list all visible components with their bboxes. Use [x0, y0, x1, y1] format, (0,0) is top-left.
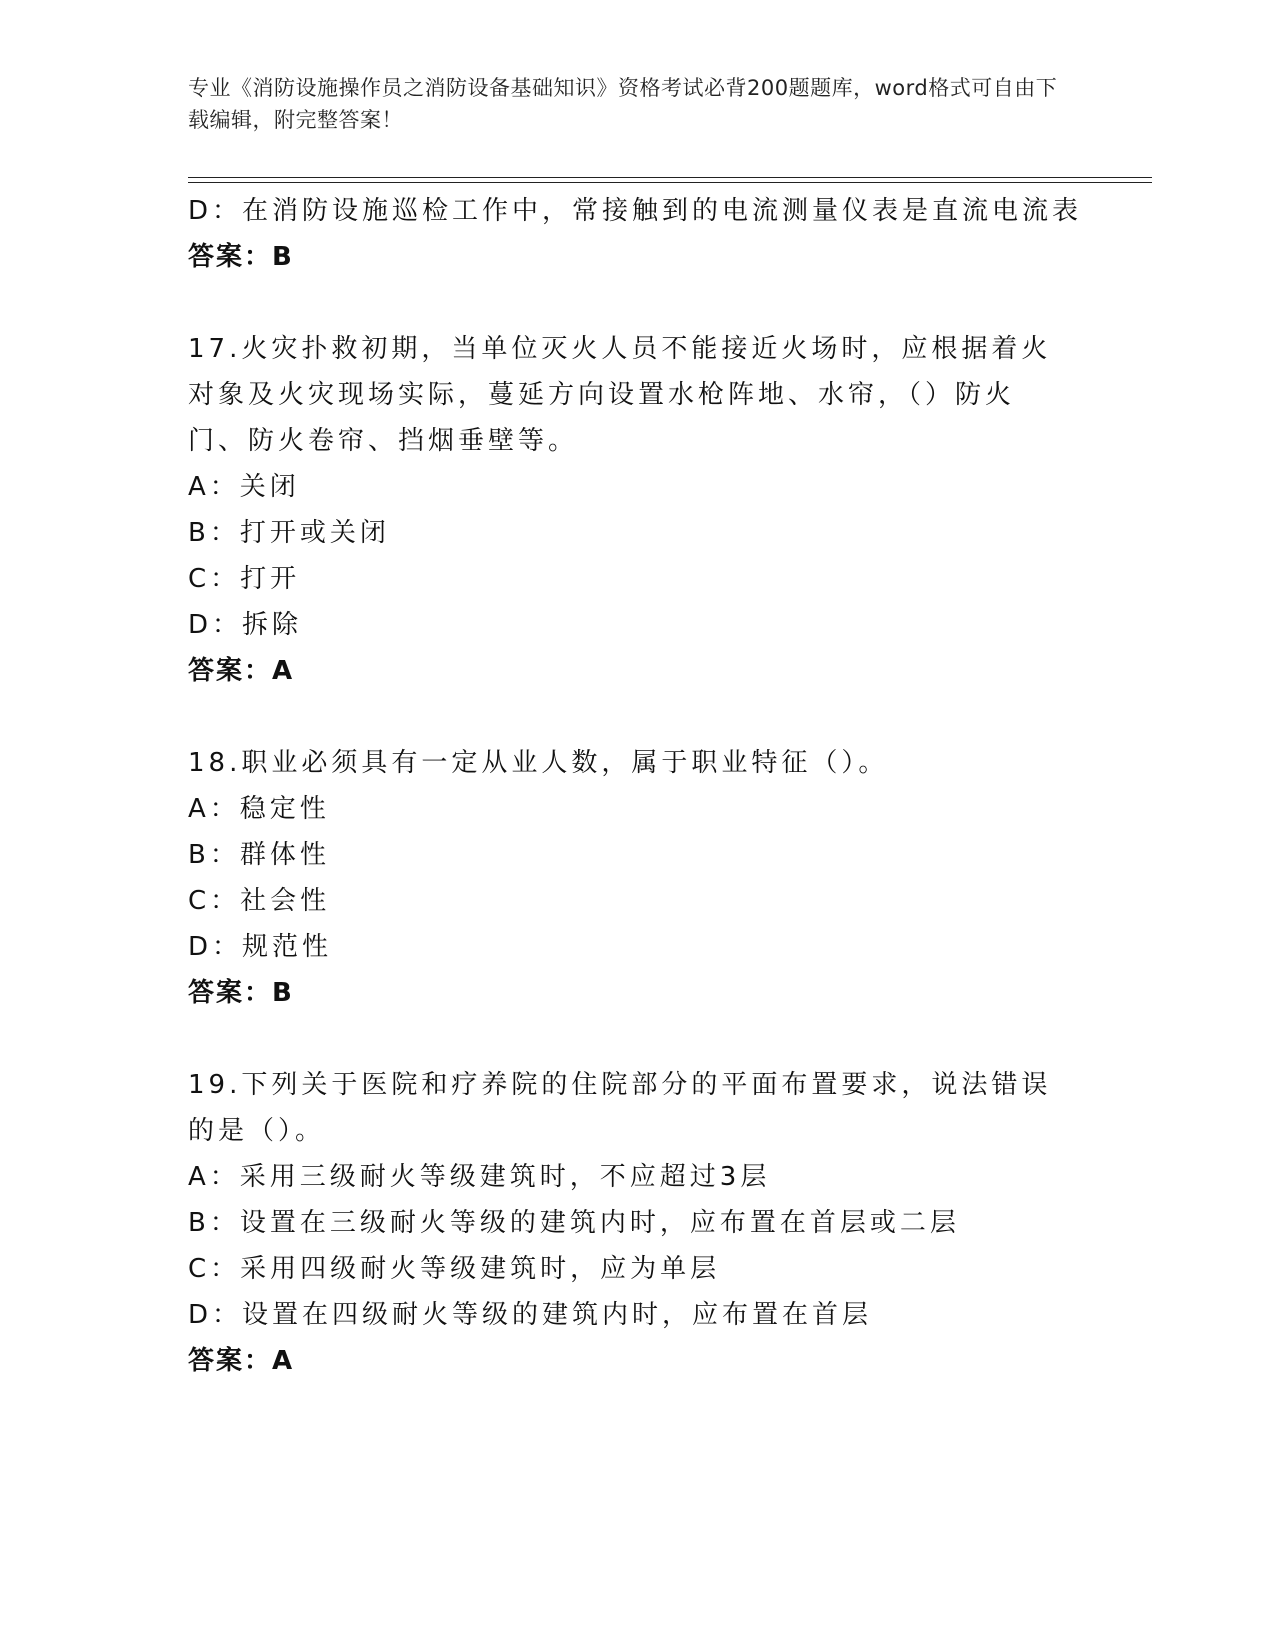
- spacer: [188, 280, 1088, 326]
- option-d: D：规范性: [188, 932, 333, 962]
- answer-line: 答案：B: [188, 978, 294, 1008]
- question-18: [188, 740, 1088, 1016]
- option-a: A：关闭: [188, 472, 300, 502]
- option-d: D：拆除: [188, 610, 303, 640]
- header-divider-bottom: [188, 182, 1152, 183]
- question-content: [188, 188, 1088, 1384]
- continued-question: [188, 188, 1088, 280]
- spacer: [188, 1016, 1088, 1062]
- option-c: C：采用四级耐火等级建筑时，应为单层: [188, 1254, 721, 1284]
- option-d: D：设置在四级耐火等级的建筑内时，应布置在首层: [188, 1300, 873, 1330]
- document-header: 专业《消防设施操作员之消防设备基础知识》资格考试必背200题题库，word格式可自由下载编辑，附完整答案！: [188, 76, 1058, 132]
- option-a: A：稳定性: [188, 794, 330, 824]
- header-divider-top: [188, 177, 1152, 178]
- question-17: [188, 326, 1088, 694]
- option-c: C：打开: [188, 564, 301, 594]
- option-c: C：社会性: [188, 886, 331, 916]
- option-a: A：采用三级耐火等级建筑时，不应超过3层: [188, 1162, 771, 1192]
- spacer: [188, 694, 1088, 740]
- answer-line: 答案：A: [188, 1346, 295, 1376]
- option-b: B：打开或关闭: [188, 518, 390, 548]
- question-stem: 18.职业必须具有一定从业人数，属于职业特征（）。: [188, 748, 889, 778]
- option-d: D：在消防设施巡检工作中，常接触到的电流测量仪表是直流电流表: [188, 196, 1083, 226]
- question-stem: 19.下列关于医院和疗养院的住院部分的平面布置要求，说法错误的是（）。: [188, 1070, 1052, 1146]
- question-stem: 17.火灾扑救初期，当单位灭火人员不能接近火场时，应根据着火对象及火灾现场实际，蔓延方向设置水枪阵地、水帘，（）防火门、防火卷帘、挡烟垂壁等。: [188, 334, 1052, 456]
- answer-line: 答案：A: [188, 656, 295, 686]
- answer-line: 答案：B: [188, 242, 294, 272]
- option-b: B：设置在三级耐火等级的建筑内时，应布置在首层或二层: [188, 1208, 960, 1238]
- question-19: [188, 1062, 1088, 1384]
- option-b: B：群体性: [188, 840, 330, 870]
